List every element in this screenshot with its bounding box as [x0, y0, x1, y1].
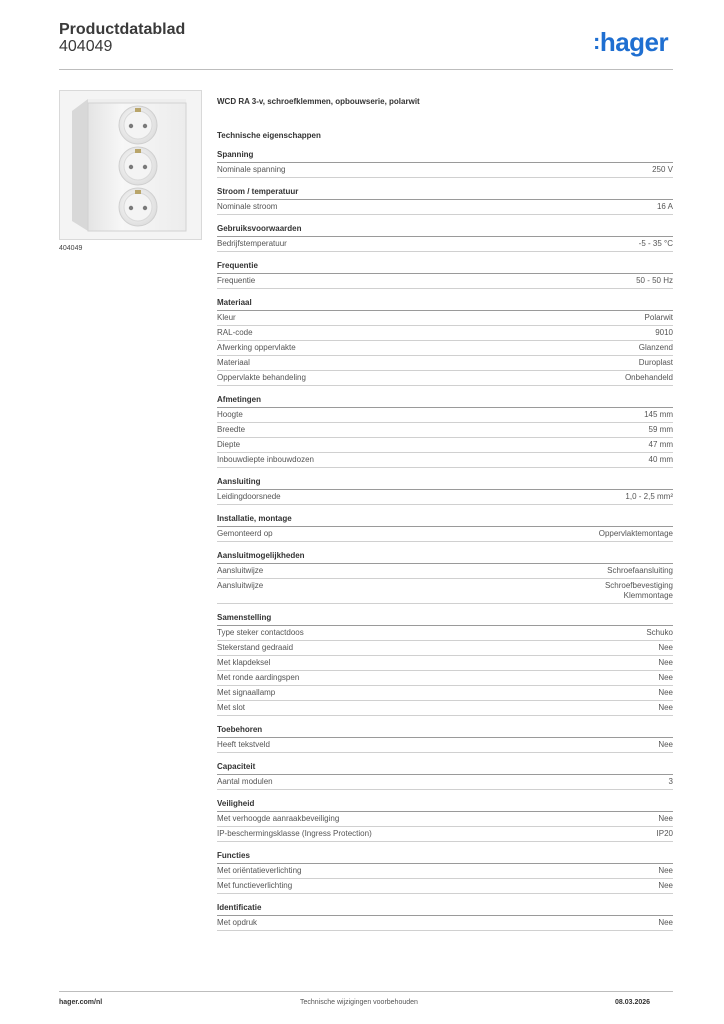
spec-label: Hoogte: [217, 410, 243, 419]
spec-value: Nee: [658, 688, 673, 697]
spec-value: 59 mm: [648, 425, 673, 434]
spec-row: [217, 453, 673, 468]
spec-value: 3: [668, 777, 673, 786]
spec-value: Oppervlaktemontage: [598, 529, 673, 538]
spec-value: -5 - 35 °C: [638, 239, 673, 248]
spec-value: Nee: [658, 740, 673, 749]
spec-section: [217, 762, 673, 790]
spec-value: Nee: [658, 658, 673, 667]
spec-label: Nominale spanning: [217, 165, 286, 174]
spec-row: [217, 738, 673, 753]
section-title: Samenstelling: [217, 613, 673, 626]
spec-label: Stekerstand gedraaid: [217, 643, 294, 652]
spec-label: RAL-code: [217, 328, 253, 337]
spec-row: [217, 827, 673, 842]
spec-row: [217, 916, 673, 931]
spec-label: Nominale stroom: [217, 202, 278, 211]
spec-value: 250 V: [652, 165, 673, 174]
spec-section: [217, 613, 673, 716]
spec-label: Aantal modulen: [217, 777, 273, 786]
section-title: Installatie, montage: [217, 514, 673, 527]
spec-value: Nee: [658, 881, 673, 890]
spec-value: Nee: [658, 814, 673, 823]
spec-row: [217, 812, 673, 827]
spec-label: Met functieverlichting: [217, 881, 293, 890]
section-title: Materiaal: [217, 298, 673, 311]
spec-row: [217, 371, 673, 386]
section-title: Afmetingen: [217, 395, 673, 408]
spec-row: [217, 701, 673, 716]
spec-row: [217, 626, 673, 641]
spec-label: Met signaallamp: [217, 688, 276, 697]
product-number: 404049: [59, 38, 113, 55]
spec-section: [217, 799, 673, 842]
spec-label: Inbouwdiepte inbouwdozen: [217, 455, 314, 464]
spec-row: [217, 237, 673, 252]
spec-section: [217, 514, 673, 542]
spec-value: Nee: [658, 703, 673, 712]
spec-row: [217, 775, 673, 790]
spec-label: Leidingdoorsnede: [217, 492, 281, 501]
spec-value: Polarwit: [644, 313, 673, 322]
spec-section: [217, 725, 673, 753]
spec-row: [217, 200, 673, 215]
section-title: Capaciteit: [217, 762, 673, 775]
spec-section: [217, 477, 673, 505]
spec-label: Materiaal: [217, 358, 250, 367]
footer-date: 08.03.2026: [615, 999, 651, 1006]
spec-section: [217, 395, 673, 468]
spec-value: 1,0 - 2,5 mm²: [625, 492, 673, 501]
spec-label: Bedrijfstemperatuur: [217, 239, 287, 248]
spec-label: Met verhoogde aanraakbeveiliging: [217, 814, 340, 823]
spec-label: Met opdruk: [217, 918, 258, 927]
product-name: WCD RA 3-v, schroefklemmen, opbouwserie, polarwit: [217, 97, 420, 106]
spec-value: Schuko: [646, 628, 673, 637]
spec-value: 145 mm: [644, 410, 673, 419]
section-title: Gebruiksvoorwaarden: [217, 224, 673, 237]
spec-row: [217, 864, 673, 879]
spec-label: Met ronde aardingspen: [217, 673, 300, 682]
section-title: Spanning: [217, 150, 673, 163]
spec-label: Heeft tekstveld: [217, 740, 270, 749]
spec-section: [217, 150, 673, 178]
spec-row: [217, 408, 673, 423]
spec-label: Frequentie: [217, 276, 256, 285]
spec-label: Gemonteerd op: [217, 529, 273, 538]
section-title: Aansluiting: [217, 477, 673, 490]
spec-value: IP20: [656, 829, 673, 838]
logo-text: hager: [599, 27, 669, 57]
spec-label: Aansluitwijze: [217, 566, 264, 575]
spec-label: Afwerking oppervlakte: [217, 343, 296, 352]
spec-row: [217, 423, 673, 438]
section-title: Aansluitmogelijkheden: [217, 551, 673, 564]
spec-row: [217, 163, 673, 178]
spec-value: Duroplast: [638, 358, 673, 367]
spec-value: Nee: [658, 918, 673, 927]
spec-value: 40 mm: [648, 455, 673, 464]
spec-row: [217, 356, 673, 371]
section-title: Identificatie: [217, 903, 673, 916]
spec-row: [217, 341, 673, 356]
spec-value: 47 mm: [648, 440, 673, 449]
socket-3: [119, 188, 157, 226]
section-title: Functies: [217, 851, 673, 864]
spec-value: Nee: [658, 866, 673, 875]
spec-row: [217, 564, 673, 579]
section-title: Frequentie: [217, 261, 673, 274]
spec-label: Oppervlakte behandeling: [217, 373, 306, 382]
spec-section: [217, 851, 673, 894]
spec-row: [217, 527, 673, 542]
spec-row: [217, 656, 673, 671]
socket-2: [119, 147, 157, 185]
spec-row: [217, 686, 673, 701]
spec-section: [217, 551, 673, 604]
spec-row: [217, 579, 673, 604]
spec-label: Met klapdeksel: [217, 658, 271, 667]
spec-label: Met slot: [217, 703, 246, 712]
footer-website: hager.com/nl: [59, 999, 103, 1006]
spec-row: [217, 671, 673, 686]
spec-row: [217, 438, 673, 453]
spec-row: [217, 879, 673, 894]
socket-illustration: [60, 91, 201, 239]
spec-row: [217, 274, 673, 289]
spec-row: [217, 641, 673, 656]
spec-value: 16 A: [656, 202, 673, 211]
spec-value: Schroefaansluiting: [607, 566, 673, 575]
spec-label: Breedte: [217, 425, 246, 434]
spec-value: Onbehandeld: [624, 373, 673, 382]
spec-value: Schroefbevestiging Klemmontage: [604, 581, 673, 600]
spec-label: Kleur: [217, 313, 236, 322]
section-title: Veiligheid: [217, 799, 673, 812]
spec-section: [217, 187, 673, 215]
footer-divider: [59, 991, 673, 992]
page-title: Productdatablad: [59, 21, 186, 38]
spec-value: Glanzend: [638, 343, 673, 352]
product-image: [59, 90, 202, 240]
footer-disclaimer: Technische wijzigingen voorbehouden: [300, 999, 418, 1006]
spec-label: Aansluitwijze: [217, 581, 264, 590]
spec-label: Met oriëntatieverlichting: [217, 866, 302, 875]
header-divider: [59, 69, 673, 70]
section-title: Toebehoren: [217, 725, 673, 738]
spec-value: Nee: [658, 643, 673, 652]
spec-label: Type steker contactdoos: [217, 628, 304, 637]
spec-section: [217, 261, 673, 289]
spec-title: Technische eigenschappen: [217, 131, 321, 140]
spec-section: [217, 903, 673, 931]
socket-1: [119, 106, 157, 144]
spec-value: 50 - 50 Hz: [636, 276, 673, 285]
spec-label: Diepte: [217, 440, 241, 449]
spec-label: IP-beschermingsklasse (Ingress Protection): [217, 829, 372, 838]
spec-value: 9010: [655, 328, 673, 337]
spec-value: Nee: [658, 673, 673, 682]
hager-logo: :hager: [593, 27, 669, 57]
spec-sections: [217, 150, 673, 940]
spec-section: [217, 224, 673, 252]
spec-section: [217, 298, 673, 386]
section-title: Stroom / temperatuur: [217, 187, 673, 200]
image-caption: 404049: [59, 245, 83, 252]
spec-row: [217, 326, 673, 341]
spec-row: [217, 490, 673, 505]
spec-row: [217, 311, 673, 326]
